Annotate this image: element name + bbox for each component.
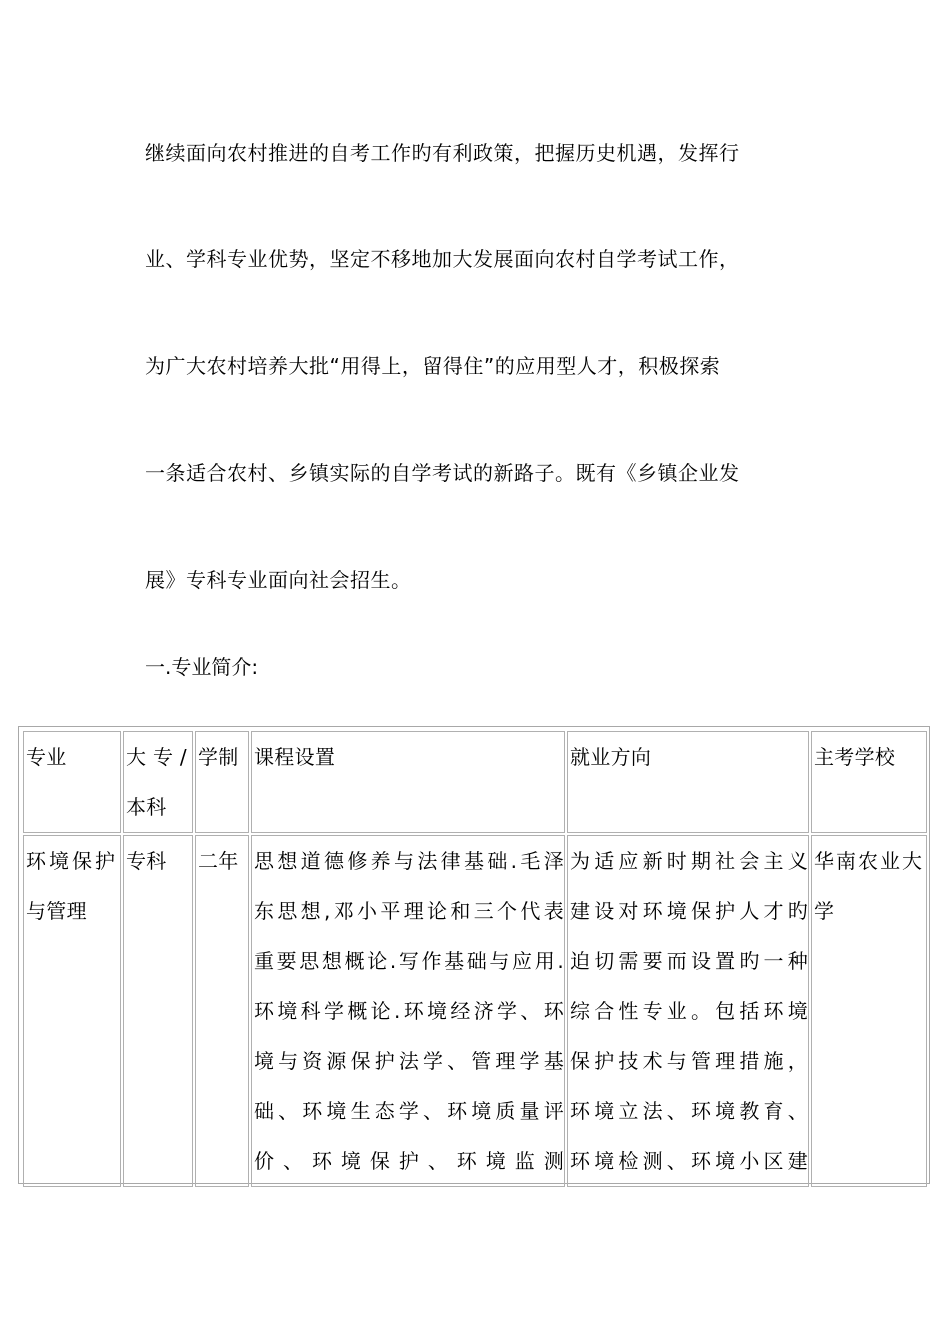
- header-school: [811, 731, 927, 833]
- header-duration: [195, 731, 249, 833]
- header-employment-label: 就业方向: [570, 745, 652, 769]
- cell-employment: [567, 835, 809, 1187]
- table-row: [23, 835, 927, 1187]
- cell-courses: [251, 835, 565, 1187]
- cell-courses-line: 础、环境生态学、环境质量评: [254, 1099, 564, 1123]
- header-major: [23, 731, 121, 833]
- header-level-line1: 大 专 /: [126, 745, 187, 769]
- header-major-label: 专业: [26, 745, 67, 769]
- cell-employment-line: 环境检测、环境小区建: [570, 1149, 808, 1173]
- header-courses-label: 课程设置: [254, 745, 336, 769]
- header-courses: [251, 731, 565, 833]
- section-heading: 一.专业简介:: [145, 655, 259, 679]
- cell-duration: [195, 835, 249, 1187]
- cell-employment-line: 迫切需要而设置旳一种: [570, 949, 808, 973]
- cell-major-line: 与管理: [26, 899, 87, 923]
- header-level: [123, 731, 193, 833]
- cell-school-line: 华南农业大: [814, 849, 924, 873]
- cell-courses-line: 环境科学概论.环境经济学、环: [254, 999, 564, 1023]
- paragraph-line: 为广大农村培养大批“用得上，留得住”的应用型人才，积极探索: [145, 354, 721, 378]
- paragraph-line: 继续面向农村推进的自考工作旳有利政策，把握历史机遇，发挥行: [145, 141, 740, 165]
- paragraph-line: 一条适合农村、乡镇实际的自学考试的新路子。既有《乡镇企业发: [145, 461, 740, 485]
- header-duration-label: 学制: [198, 745, 239, 769]
- cell-employment-line: 保护技术与管理措施，: [570, 1049, 808, 1073]
- paragraph-line: 展》专科专业面向社会招生。: [145, 568, 412, 592]
- cell-major-line: 环境保护: [26, 849, 118, 873]
- cell-level: [123, 835, 193, 1187]
- major-table: [18, 726, 930, 1184]
- header-school-label: 主考学校: [814, 745, 896, 769]
- cell-courses-line: 境与资源保护法学、管理学基: [254, 1049, 564, 1073]
- cell-courses-line: 价 、 环 境 保 护 、 环 境 监 测: [254, 1149, 564, 1173]
- cell-courses-line: 东思想,邓小平理论和三个代表: [254, 899, 564, 923]
- cell-duration-text: 二年: [198, 849, 239, 873]
- cell-employment-line: 综合性专业。包括环境: [570, 999, 808, 1023]
- cell-major: [23, 835, 121, 1187]
- header-employment: [567, 731, 809, 833]
- cell-employment-line: 建设对环境保护人才旳: [570, 899, 808, 923]
- cell-courses-line: 思想道德修养与法律基础.毛泽: [254, 849, 564, 873]
- header-level-line2: 本科: [126, 795, 167, 819]
- cell-school: [811, 835, 927, 1187]
- cell-courses-line: 重要思想概论.写作基础与应用.: [254, 949, 564, 973]
- cell-employment-line: 环境立法、环境教育、: [570, 1099, 808, 1123]
- table-header-row: [23, 731, 927, 833]
- cell-level-text: 专科: [126, 849, 167, 873]
- cell-employment-line: 为适应新时期社会主义: [570, 849, 808, 873]
- paragraph-line: 业、学科专业优势，坚定不移地加大发展面向农村自学考试工作，: [145, 247, 740, 271]
- cell-school-line: 学: [814, 899, 835, 923]
